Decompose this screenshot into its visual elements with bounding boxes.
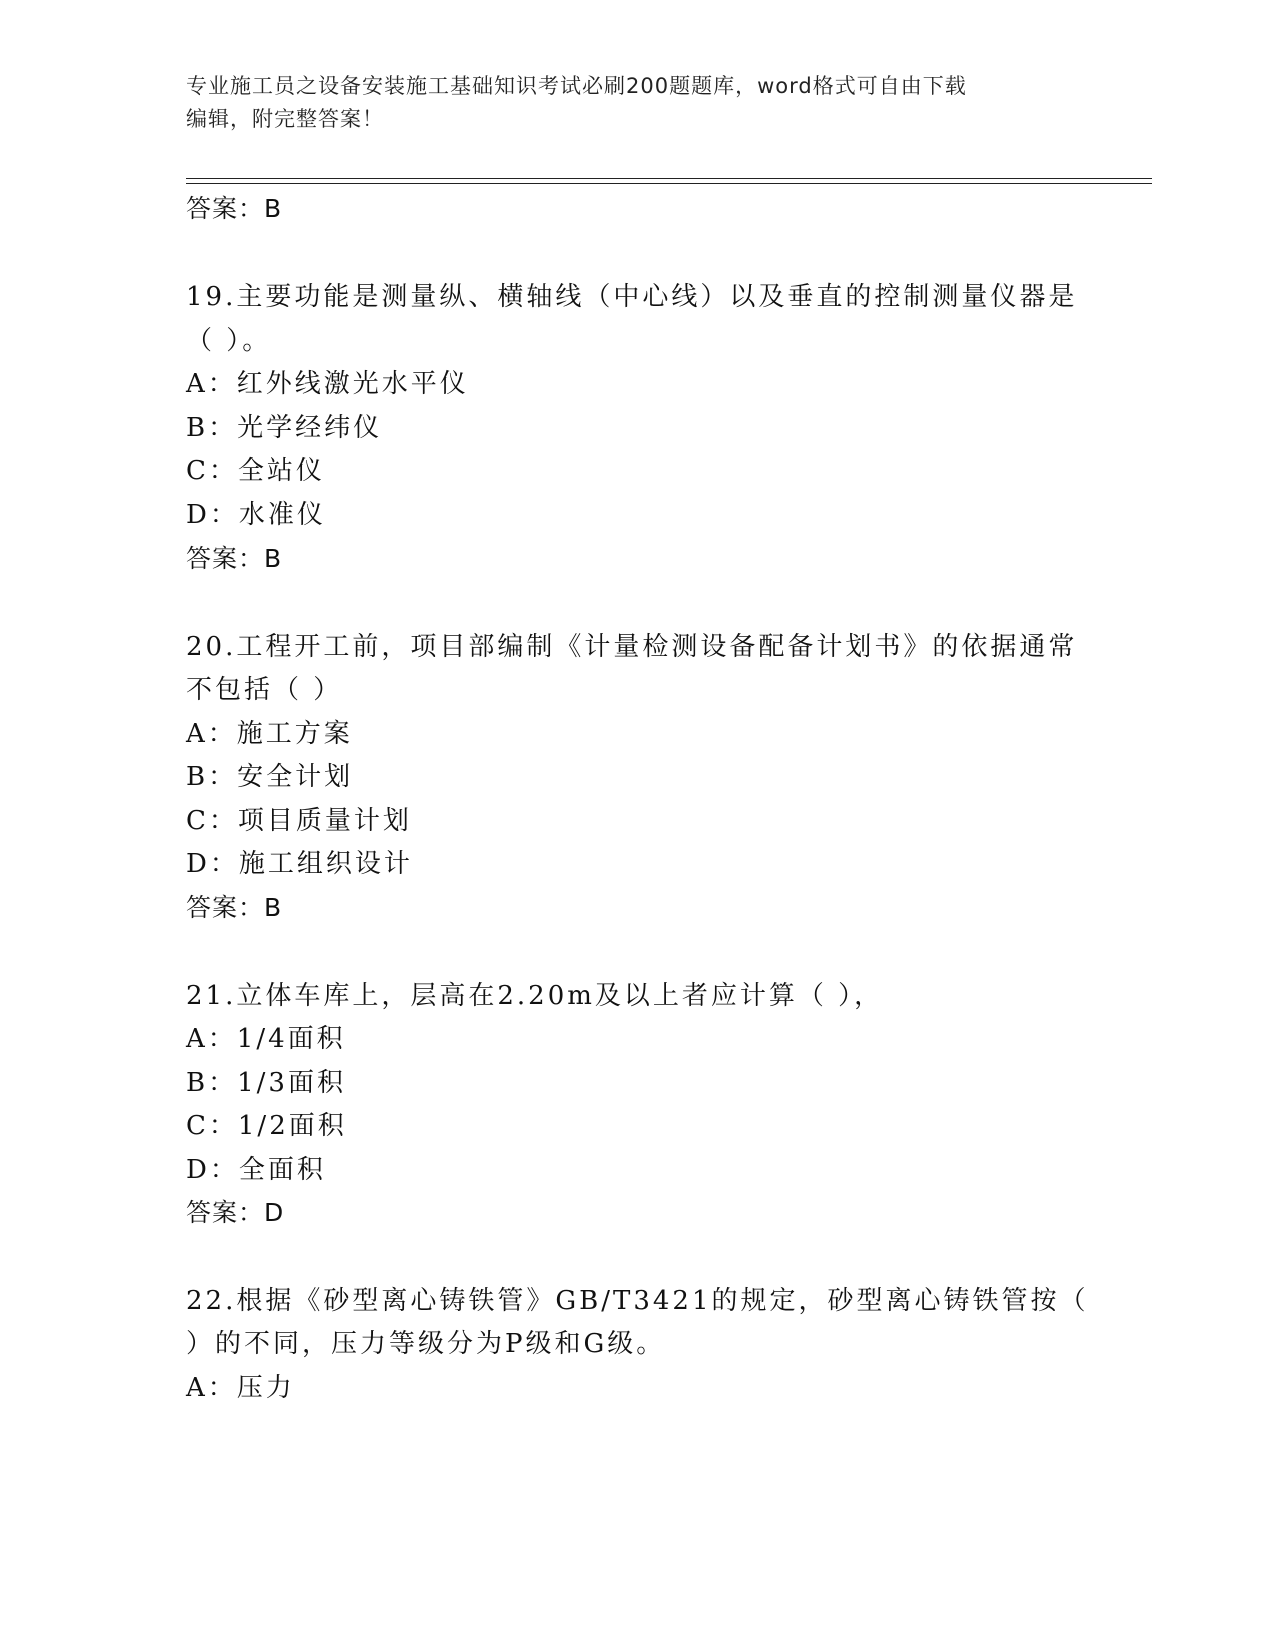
header-rule-bottom bbox=[186, 183, 1152, 184]
answer-18: 答案：B bbox=[186, 194, 283, 223]
question-22-option-a: A：压力 bbox=[186, 1373, 295, 1403]
question-20-option-c: C：项目质量计划 bbox=[186, 806, 412, 836]
question-19-text-line-2: （ ）。 bbox=[186, 326, 272, 356]
question-19-option-d: D：水准仪 bbox=[186, 500, 326, 530]
header-line-2: 编辑，附完整答案！ bbox=[186, 107, 384, 131]
question-21-text-line-1: 21.立体车库上，层高在2.20m及以上者应计算（ ）， bbox=[186, 981, 884, 1011]
question-19-option-b: B：光学经纬仪 bbox=[186, 413, 383, 443]
question-19-option-c: C：全站仪 bbox=[186, 456, 325, 486]
question-20-option-a: A：施工方案 bbox=[186, 719, 353, 749]
header-line-1: 专业施工员之设备安装施工基础知识考试必刷200题题库，word格式可自由下载 bbox=[186, 74, 967, 98]
document-header bbox=[186, 70, 1086, 136]
question-20-text-line-2: 不包括（ ） bbox=[186, 675, 343, 705]
question-19-text-line-1: 19.主要功能是测量纵、横轴线（中心线）以及垂直的控制测量仪器是 bbox=[186, 282, 1078, 312]
question-21-option-a: A：1/4面积 bbox=[186, 1024, 346, 1054]
question-21-option-b: B：1/3面积 bbox=[186, 1068, 346, 1098]
question-20-option-d: D：施工组织设计 bbox=[186, 849, 413, 879]
question-22-text-line-1: 22.根据《砂型离心铸铁管》GB/T3421的规定，砂型离心铸铁管按（ bbox=[186, 1286, 1089, 1316]
question-19-answer: 答案：B bbox=[186, 544, 283, 573]
question-22-text-line-2: ）的不同，压力等级分为P级和G级。 bbox=[186, 1329, 666, 1359]
question-20-option-b: B：安全计划 bbox=[186, 762, 354, 792]
question-21-option-d: D：全面积 bbox=[186, 1155, 326, 1185]
question-20-answer: 答案：B bbox=[186, 893, 283, 922]
header-rule-top bbox=[186, 178, 1152, 179]
question-21-option-c: C：1/2面积 bbox=[186, 1111, 347, 1141]
question-20-text-line-1: 20.工程开工前，项目部编制《计量检测设备配备计划书》的依据通常 bbox=[186, 632, 1078, 662]
question-19-option-a: A：红外线激光水平仪 bbox=[186, 369, 469, 399]
question-21-answer: 答案：D bbox=[186, 1198, 285, 1227]
